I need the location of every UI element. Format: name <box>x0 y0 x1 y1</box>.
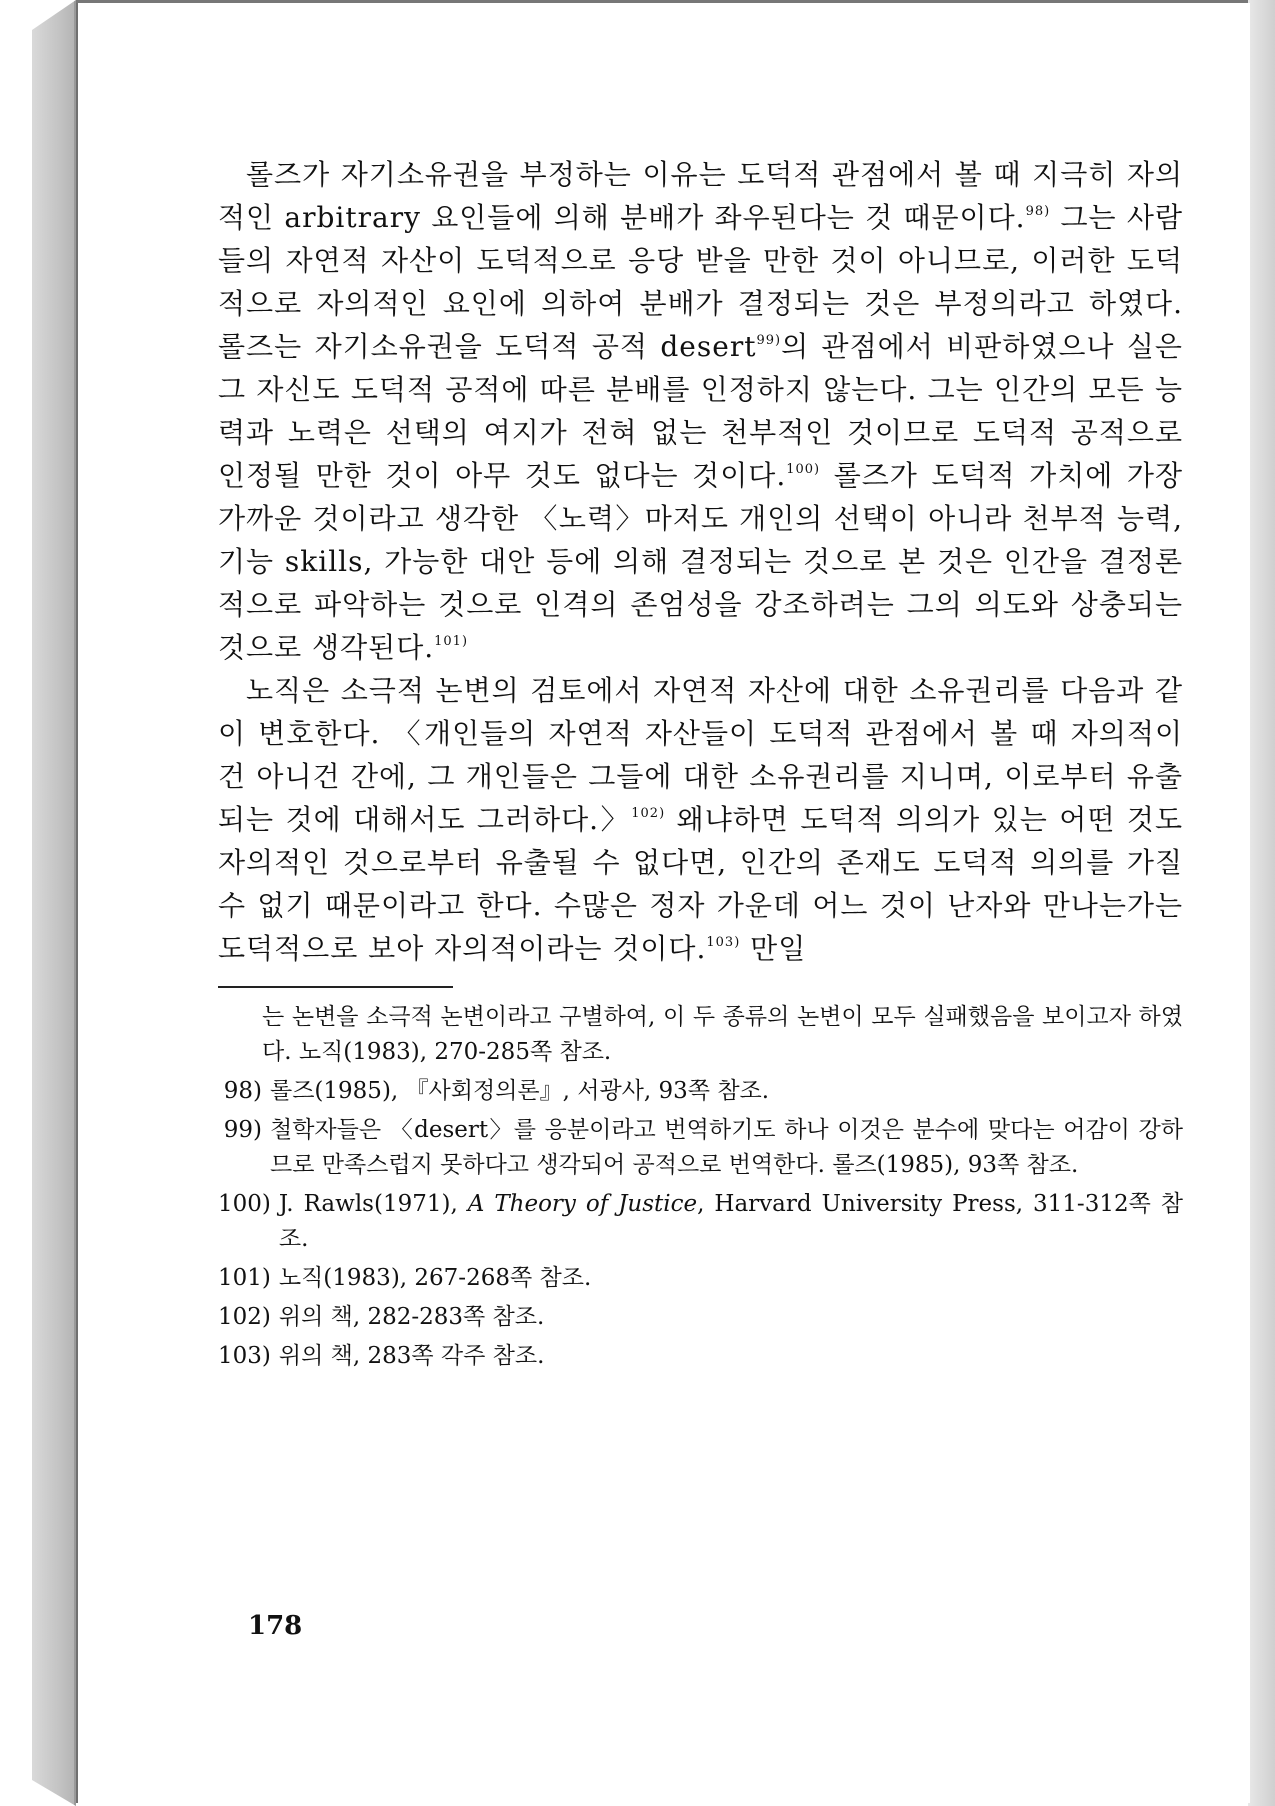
footnote-item <box>218 1339 1183 1374</box>
book-page <box>76 3 1250 1803</box>
footnote-text <box>279 1187 1183 1257</box>
footnote-number: 98) <box>223 1078 262 1104</box>
footnote-rule <box>218 986 453 988</box>
text-segment: 의 관점에서 비판하였으나 실은 그 자신도 도덕적 공적에 따른 분배를 인정하지 않는다. 그는 인간의 모든 능력과 노력은 선택의 여지가 전혀 없는 천부적인 것이므로 도덕적 공적으로 인정될 만한 것이 아무 것도 없다는 것이다. <box>218 330 1183 492</box>
footnote-item <box>218 1187 1183 1257</box>
footnote-ref: 102) <box>631 806 666 821</box>
footnote-text: 노직(1983), 267-268쪽 참조. <box>278 1265 592 1291</box>
footnote-number: 101) <box>218 1265 271 1291</box>
footnote-text: 롤즈(1985), 『사회정의론』, 서광사, 93쪽 참조. <box>270 1078 770 1104</box>
footnote-item <box>218 1113 1183 1183</box>
footnote-ref: 100) <box>786 462 821 477</box>
footnote-text: 위의 책, 282-283쪽 참조. <box>278 1304 545 1330</box>
text-segment: 롤즈가 자기소유권을 부정하는 이유는 도덕적 관점에서 볼 때 지극히 자의적인 arbitrary 요인들에 의해 분배가 좌우된다는 것 때문이다. <box>218 158 1183 234</box>
body-paragraph <box>218 669 1183 970</box>
footnote-list <box>218 1074 1183 1374</box>
text-segment: 롤즈가 도덕적 가치에 가장 가까운 것이라고 생각한 〈노력〉마저도 개인의 선택이 아니라 천부적 능력, 기능 skills, 가능한 대안 등에 의해 결정되는 것으로 본 것은 인간을 결정론적으로 파악하는 것으로 인격의 존엄성을 강조하려는 그의 의도와 상충되는 것으로 생각된다. <box>218 459 1183 664</box>
footnote-number: 103) <box>218 1343 271 1369</box>
text-segment: 그는 사람들의 자연적 자산이 도덕적으로 응당 받을 만한 것이 아니므로, 이러한 도덕적으로 자의적인 요인에 의하여 분배가 결정되는 것은 부정의라고 하였다. 롤즈는 자기소유권을 도덕적 공적 desert <box>218 201 1183 363</box>
body-paragraph <box>218 153 1183 669</box>
page-content <box>218 153 1183 1378</box>
footnote-ref: 103) <box>706 935 741 950</box>
book-left-edge <box>32 0 76 1806</box>
footnote-text: 철학자들은 〈desert〉를 응분이라고 번역하기도 하나 이것은 분수에 맞다는 어감이 강하므로 만족스럽지 못하다고 생각되어 공적으로 번역한다. 롤즈(1985), 93쪽 참조. <box>270 1117 1183 1178</box>
footnote-number: 99) <box>223 1117 262 1143</box>
page-number: 178 <box>248 1611 303 1641</box>
footnote-item <box>218 1261 1183 1296</box>
text-segment: 왜냐하면 도덕적 의의가 있는 어떤 것도 자의적인 것으로부터 유출될 수 없다면, 인간의 존재도 도덕적 의의를 가질 수 없기 때문이라고 한다. 수많은 정자 가운데 어느 것이 난자와 만나는가는 도덕적으로 보아 자의적이라는 것이다. <box>218 803 1183 965</box>
footnote-item <box>218 1074 1183 1109</box>
book-right-edge <box>1248 0 1275 1806</box>
footnote-item <box>218 1300 1183 1335</box>
footnote-text: 위의 책, 283쪽 각주 참조. <box>278 1343 545 1369</box>
footnote-number: 100) <box>218 1191 271 1217</box>
book-title: A Theory of Justice <box>467 1191 698 1217</box>
footnote-continuation: 는 논변을 소극적 논변이라고 구별하여, 이 두 종류의 논변이 모두 실패했음을 보이고자 하였다. 노직(1983), 270-285쪽 참조. <box>262 1004 1183 1065</box>
text-segment: 만일 <box>740 932 807 965</box>
footnote-ref: 98) <box>1025 204 1051 219</box>
footnote-ref: 99) <box>756 333 782 348</box>
text-segment: J. Rawls(1971), <box>278 1191 468 1217</box>
text-segment: , Harvard University Press, 311-312쪽 참조. <box>278 1191 1184 1252</box>
footnote-number: 102) <box>218 1304 271 1330</box>
footnote-ref: 101) <box>434 634 469 649</box>
text-segment: 노직은 소극적 논변의 검토에서 자연적 자산에 대한 소유권리를 다음과 같이 변호한다. 〈개인들의 자연적 자산들이 도덕적 관점에서 볼 때 자의적이건 아니건 간에, 그 개인들은 그들에 대한 소유권리를 지니며, 이로부터 유출되는 것에 대해서도 그러하다.〉 <box>218 674 1183 836</box>
